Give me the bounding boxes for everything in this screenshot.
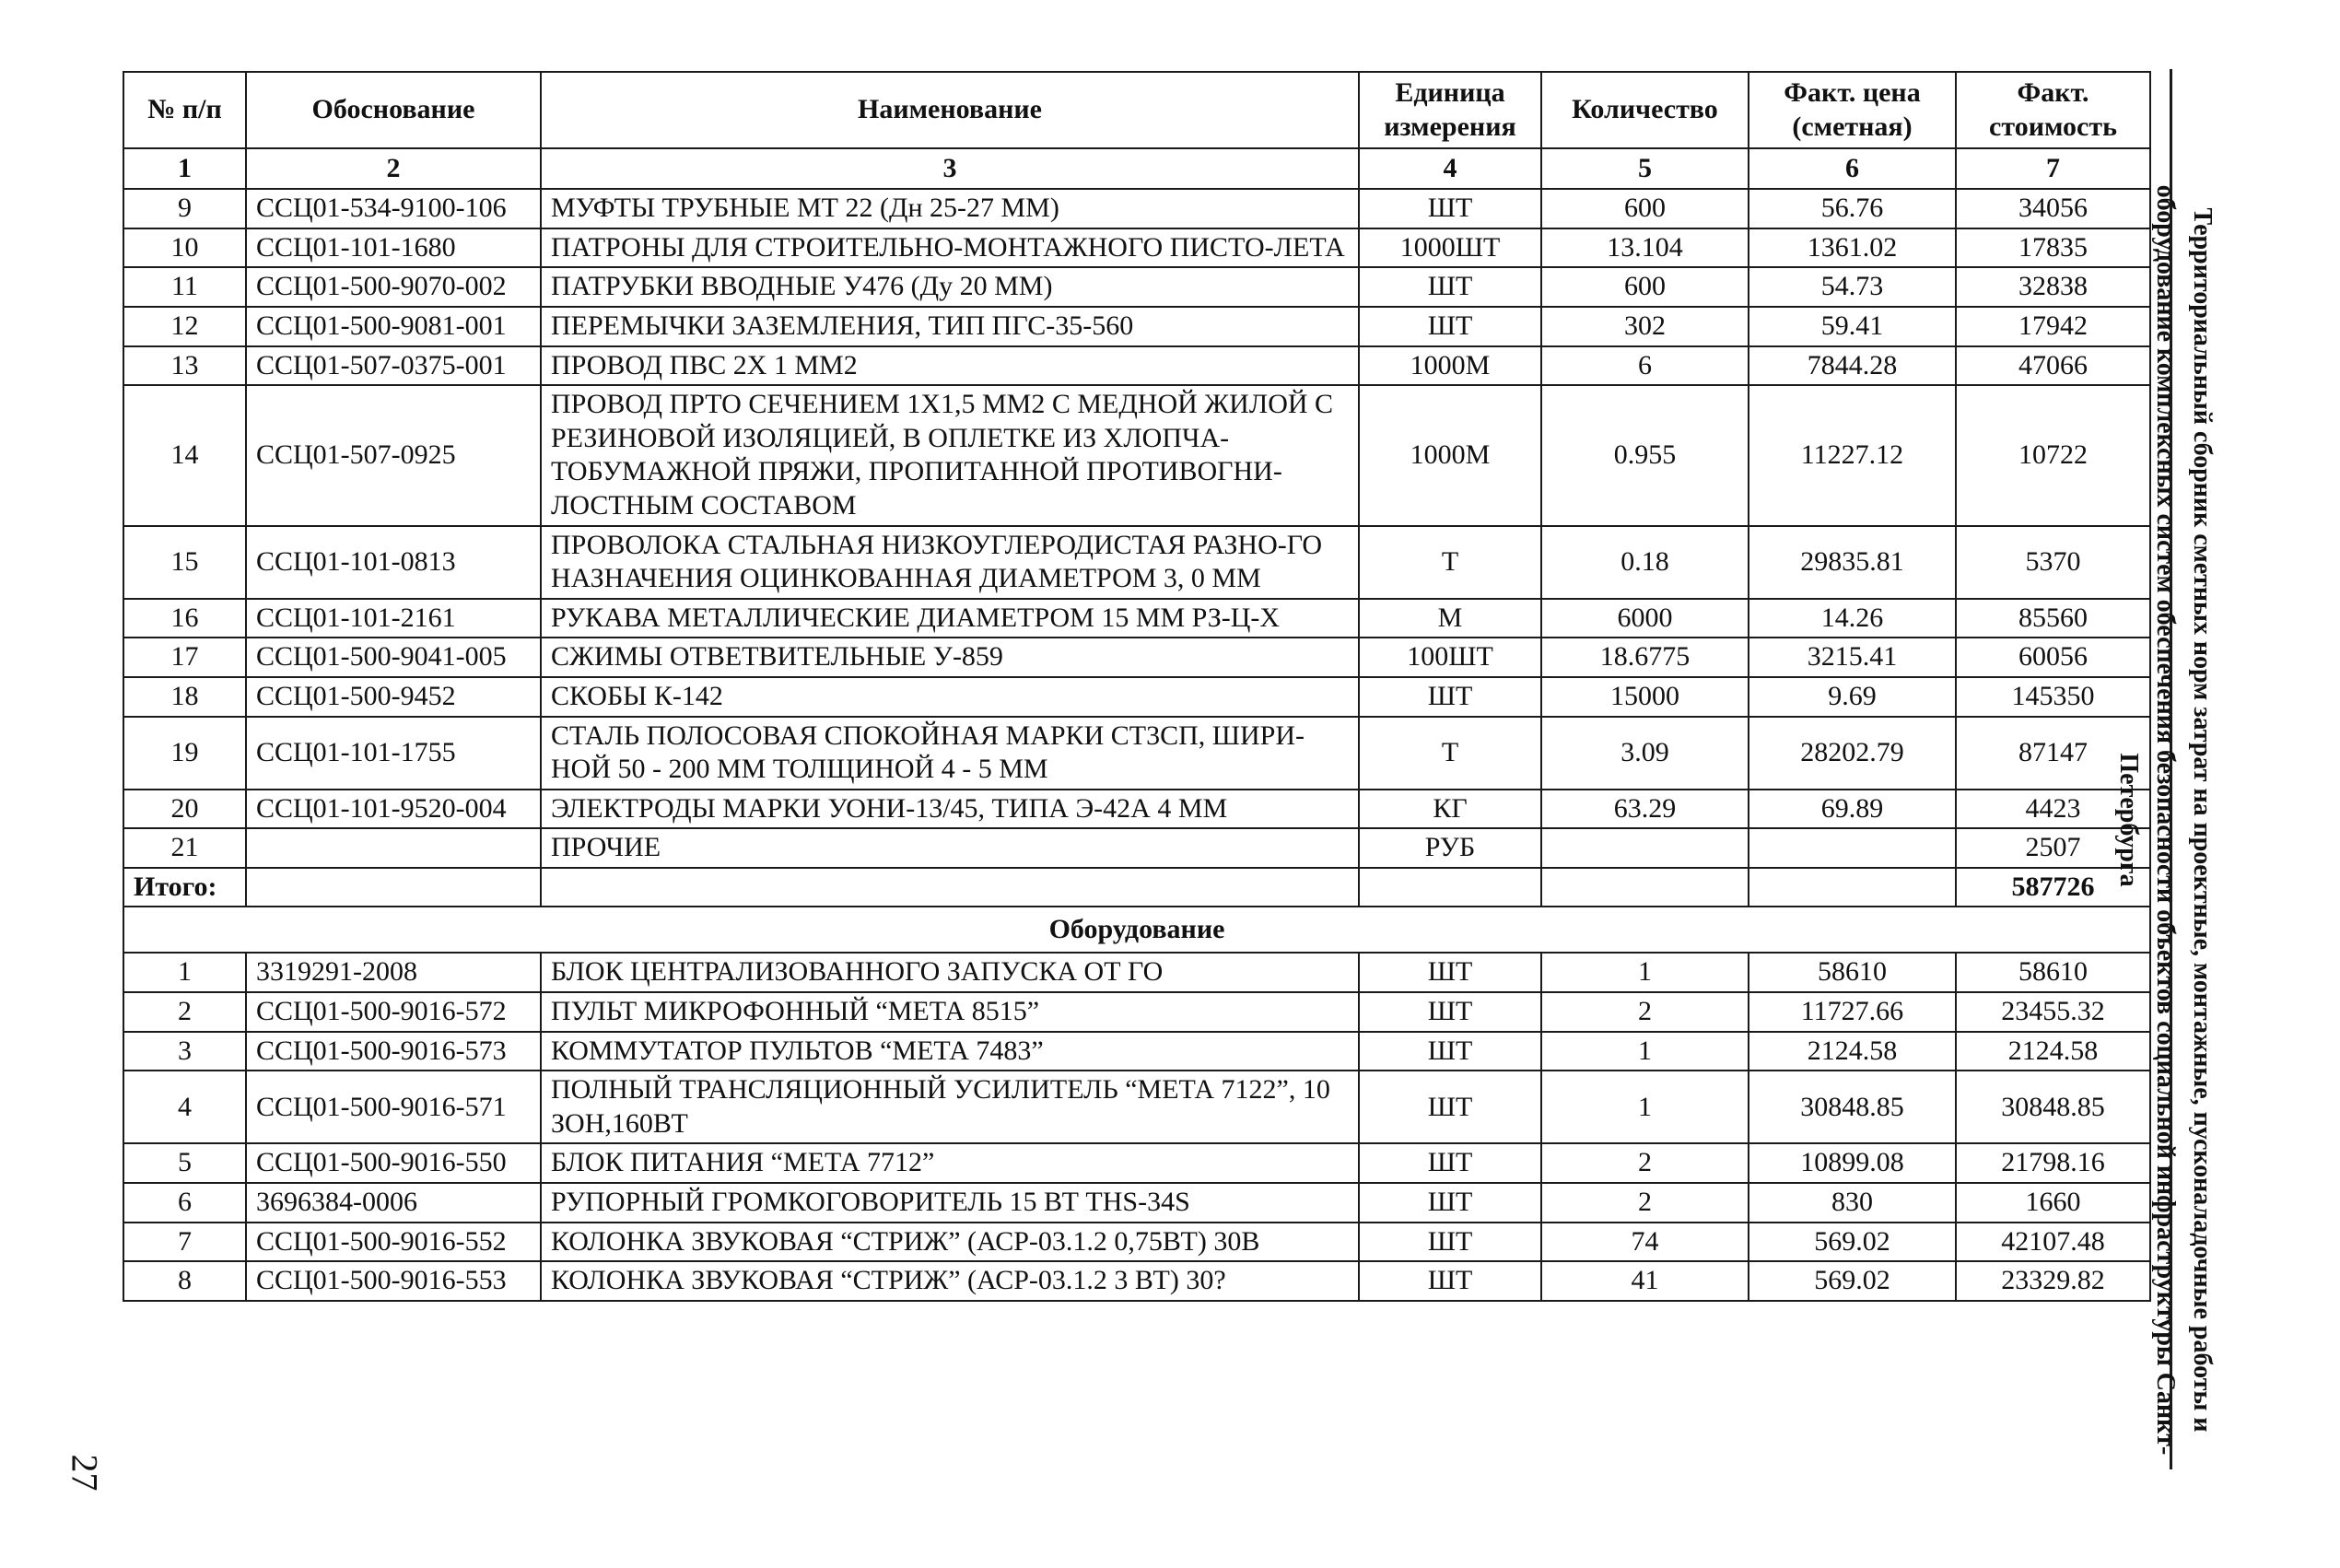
- row-quantity: 18.6775: [1541, 638, 1749, 677]
- table-row: [123, 228, 2150, 268]
- col-header-number: № п/п: [123, 72, 246, 148]
- section-title: Оборудование: [123, 907, 2150, 953]
- row-basis: 3319291-2008: [246, 953, 541, 992]
- row-name: РУКАВА МЕТАЛЛИЧЕСКИЕ ДИАМЕТРОМ 15 ММ РЗ-Ц-Х: [541, 599, 1359, 638]
- row-price: 14.26: [1749, 599, 1956, 638]
- row-number: 2: [123, 992, 246, 1032]
- row-unit: 1000ШТ: [1359, 228, 1541, 268]
- row-unit: ШТ: [1359, 307, 1541, 346]
- row-basis: ССЦ01-101-1680: [246, 228, 541, 268]
- row-number: 6: [123, 1183, 246, 1223]
- row-cost: 5370: [1956, 526, 2150, 599]
- row-name: БЛОК ПИТАНИЯ “МЕТА 7712”: [541, 1143, 1359, 1183]
- col-header-price: Факт. цена (сметная): [1749, 72, 1956, 148]
- table-row: [123, 953, 2150, 992]
- page-number: 27: [64, 1454, 106, 1492]
- row-quantity: 2: [1541, 1143, 1749, 1183]
- estimate-table: [123, 71, 2151, 1302]
- table-row: [123, 1261, 2150, 1301]
- row-cost: 58610: [1956, 953, 2150, 992]
- row-unit: Т: [1359, 717, 1541, 790]
- row-number: 4: [123, 1071, 246, 1143]
- row-quantity: 2: [1541, 992, 1749, 1032]
- row-price: 569.02: [1749, 1223, 1956, 1262]
- side-title-text: Территориальный сборник сметных норм затрат на проектные, монтажные, пусконаладочные работы и оборудование комплексных систем обеспечения безопасности объектов социальной инфраструктуры Санкт-Петербурга: [2114, 184, 2217, 1456]
- row-price: 28202.79: [1749, 717, 1956, 790]
- side-title: [2114, 166, 2257, 1474]
- row-basis: ССЦ01-500-9016-571: [246, 1071, 541, 1143]
- row-name: ПУЛЬТ МИКРОФОННЫЙ “МЕТА 8515”: [541, 992, 1359, 1032]
- row-basis: ССЦ01-500-9016-572: [246, 992, 541, 1032]
- row-cost: 23455.32: [1956, 992, 2150, 1032]
- row-unit: ШТ: [1359, 992, 1541, 1032]
- col-header-cost: Факт. стоимость: [1956, 72, 2150, 148]
- row-quantity: 63.29: [1541, 790, 1749, 829]
- row-cost: 21798.16: [1956, 1143, 2150, 1183]
- column-number: 7: [1956, 148, 2150, 189]
- row-unit: КГ: [1359, 790, 1541, 829]
- row-basis: ССЦ01-101-1755: [246, 717, 541, 790]
- row-price: 29835.81: [1749, 526, 1956, 599]
- row-cost: 1660: [1956, 1183, 2150, 1223]
- row-quantity: 74: [1541, 1223, 1749, 1262]
- row-quantity: 0.18: [1541, 526, 1749, 599]
- row-price: 11727.66: [1749, 992, 1956, 1032]
- column-number: 5: [1541, 148, 1749, 189]
- row-number: 18: [123, 677, 246, 717]
- row-unit: 1000М: [1359, 346, 1541, 386]
- row-number: 12: [123, 307, 246, 346]
- row-number: 7: [123, 1223, 246, 1262]
- total-row: [123, 868, 2150, 907]
- row-basis: ССЦ01-500-9452: [246, 677, 541, 717]
- row-price: 830: [1749, 1183, 1956, 1223]
- column-number: 1: [123, 148, 246, 189]
- empty-cell: [541, 868, 1359, 907]
- row-name: СКОБЫ К-142: [541, 677, 1359, 717]
- row-number: 17: [123, 638, 246, 677]
- column-number: 6: [1749, 148, 1956, 189]
- row-quantity: 41: [1541, 1261, 1749, 1301]
- row-basis: ССЦ01-500-9016-552: [246, 1223, 541, 1262]
- row-quantity: 1: [1541, 1032, 1749, 1071]
- row-number: 9: [123, 189, 246, 228]
- row-basis: ССЦ01-101-2161: [246, 599, 541, 638]
- row-unit: ШТ: [1359, 1183, 1541, 1223]
- row-price: 3215.41: [1749, 638, 1956, 677]
- row-quantity: 600: [1541, 267, 1749, 307]
- col-header-unit: Единица измерения: [1359, 72, 1541, 148]
- row-name: КОЛОНКА ЗВУКОВАЯ “СТРИЖ” (АСР-03.1.2 3 ВТ) 30?: [541, 1261, 1359, 1301]
- row-unit: ШТ: [1359, 1223, 1541, 1262]
- row-number: 21: [123, 828, 246, 868]
- table-row: [123, 1223, 2150, 1262]
- row-unit: 1000М: [1359, 385, 1541, 525]
- row-name: МУФТЫ ТРУБНЫЕ МТ 22 (Дн 25-27 ММ): [541, 189, 1359, 228]
- row-price: 69.89: [1749, 790, 1956, 829]
- empty-cell: [1541, 868, 1749, 907]
- table-row: [123, 267, 2150, 307]
- row-number: 11: [123, 267, 246, 307]
- row-unit: ШТ: [1359, 677, 1541, 717]
- row-unit: ШТ: [1359, 1071, 1541, 1143]
- row-quantity: 0.955: [1541, 385, 1749, 525]
- row-basis: ССЦ01-534-9100-106: [246, 189, 541, 228]
- row-unit: ШТ: [1359, 1032, 1541, 1071]
- row-name: СЖИМЫ ОТВЕТВИТЕЛЬНЫЕ У-859: [541, 638, 1359, 677]
- row-basis: ССЦ01-500-9016-550: [246, 1143, 541, 1183]
- table-row: [123, 1143, 2150, 1183]
- table-row: [123, 526, 2150, 599]
- total-label: Итого:: [123, 868, 246, 907]
- row-basis: ССЦ01-101-0813: [246, 526, 541, 599]
- row-basis: ССЦ01-507-0375-001: [246, 346, 541, 386]
- col-header-quantity: Количество: [1541, 72, 1749, 148]
- row-price: 2124.58: [1749, 1032, 1956, 1071]
- row-cost: 2507: [1956, 828, 2150, 868]
- row-number: 3: [123, 1032, 246, 1071]
- row-cost: 47066: [1956, 346, 2150, 386]
- row-cost: 42107.48: [1956, 1223, 2150, 1262]
- row-basis: ССЦ01-500-9070-002: [246, 267, 541, 307]
- section-row: [123, 907, 2150, 953]
- row-cost: 60056: [1956, 638, 2150, 677]
- row-unit: ШТ: [1359, 189, 1541, 228]
- row-basis: ССЦ01-500-9016-553: [246, 1261, 541, 1301]
- row-unit: М: [1359, 599, 1541, 638]
- row-name: ПРОЧИЕ: [541, 828, 1359, 868]
- row-quantity: 302: [1541, 307, 1749, 346]
- row-price: 11227.12: [1749, 385, 1956, 525]
- header-row: [123, 72, 2150, 148]
- row-quantity: 1: [1541, 1071, 1749, 1143]
- row-number: 20: [123, 790, 246, 829]
- row-price: 54.73: [1749, 267, 1956, 307]
- table-row: [123, 638, 2150, 677]
- row-price: 9.69: [1749, 677, 1956, 717]
- row-quantity: 2: [1541, 1183, 1749, 1223]
- table-row: [123, 717, 2150, 790]
- row-basis: 3696384-0006: [246, 1183, 541, 1223]
- table-row: [123, 599, 2150, 638]
- row-cost: 87147: [1956, 717, 2150, 790]
- table-row: [123, 992, 2150, 1032]
- row-basis: [246, 828, 541, 868]
- row-name: СТАЛЬ ПОЛОСОВАЯ СПОКОЙНАЯ МАРКИ СТ3СП, ШИРИ-НОЙ 50 - 200 ММ ТОЛЩИНОЙ 4 - 5 ММ: [541, 717, 1359, 790]
- row-number: 8: [123, 1261, 246, 1301]
- row-name: ПРОВОД ПВС 2Х 1 ММ2: [541, 346, 1359, 386]
- row-quantity: 3.09: [1541, 717, 1749, 790]
- row-price: 56.76: [1749, 189, 1956, 228]
- row-unit: Т: [1359, 526, 1541, 599]
- table-row: [123, 1071, 2150, 1143]
- row-cost: 10722: [1956, 385, 2150, 525]
- row-cost: 2124.58: [1956, 1032, 2150, 1071]
- table-row: [123, 790, 2150, 829]
- row-quantity: 6000: [1541, 599, 1749, 638]
- row-number: 10: [123, 228, 246, 268]
- table-row: [123, 1183, 2150, 1223]
- empty-cell: [1749, 868, 1956, 907]
- row-name: ПЕРЕМЫЧКИ ЗАЗЕМЛЕНИЯ, ТИП ПГС-35-560: [541, 307, 1359, 346]
- col-header-name: Наименование: [541, 72, 1359, 148]
- row-quantity: 13.104: [1541, 228, 1749, 268]
- row-name: ЭЛЕКТРОДЫ МАРКИ УОНИ-13/45, ТИПА Э-42А 4 ММ: [541, 790, 1359, 829]
- empty-cell: [1359, 868, 1541, 907]
- row-number: 15: [123, 526, 246, 599]
- row-name: КОММУТАТОР ПУЛЬТОВ “МЕТА 7483”: [541, 1032, 1359, 1071]
- column-number: 2: [246, 148, 541, 189]
- table-row: [123, 828, 2150, 868]
- row-basis: ССЦ01-500-9081-001: [246, 307, 541, 346]
- row-quantity: 600: [1541, 189, 1749, 228]
- row-cost: 23329.82: [1956, 1261, 2150, 1301]
- column-number: 3: [541, 148, 1359, 189]
- row-cost: 17835: [1956, 228, 2150, 268]
- total-value: 587726: [1956, 868, 2150, 907]
- row-unit: 100ШТ: [1359, 638, 1541, 677]
- row-cost: 17942: [1956, 307, 2150, 346]
- row-cost: 30848.85: [1956, 1071, 2150, 1143]
- table-row: [123, 346, 2150, 386]
- row-name: ПОЛНЫЙ ТРАНСЛЯЦИОННЫЙ УСИЛИТЕЛЬ “МЕТА 7122”, 10 ЗОН,160ВТ: [541, 1071, 1359, 1143]
- table-row: [123, 1032, 2150, 1071]
- row-number: 19: [123, 717, 246, 790]
- empty-cell: [246, 868, 541, 907]
- row-cost: 85560: [1956, 599, 2150, 638]
- row-cost: 145350: [1956, 677, 2150, 717]
- table-body: [123, 148, 2150, 1301]
- row-price: 30848.85: [1749, 1071, 1956, 1143]
- row-price: 7844.28: [1749, 346, 1956, 386]
- row-quantity: [1541, 828, 1749, 868]
- table-row: [123, 307, 2150, 346]
- row-number: 1: [123, 953, 246, 992]
- row-price: [1749, 828, 1956, 868]
- table-row: [123, 385, 2150, 525]
- row-name: ПАТРУБКИ ВВОДНЫЕ У476 (Ду 20 ММ): [541, 267, 1359, 307]
- row-name: БЛОК ЦЕНТРАЛИЗОВАННОГО ЗАПУСКА ОТ ГО: [541, 953, 1359, 992]
- row-unit: ШТ: [1359, 953, 1541, 992]
- row-quantity: 15000: [1541, 677, 1749, 717]
- row-name: РУПОРНЫЙ ГРОМКОГОВОРИТЕЛЬ 15 ВТ THS-34S: [541, 1183, 1359, 1223]
- row-number: 13: [123, 346, 246, 386]
- row-name: ПАТРОНЫ ДЛЯ СТРОИТЕЛЬНО-МОНТАЖНОГО ПИСТО-ЛЕТА: [541, 228, 1359, 268]
- row-number: 16: [123, 599, 246, 638]
- row-number: 5: [123, 1143, 246, 1183]
- row-unit: РУБ: [1359, 828, 1541, 868]
- table-row: [123, 677, 2150, 717]
- row-basis: ССЦ01-500-9016-573: [246, 1032, 541, 1071]
- row-unit: ШТ: [1359, 267, 1541, 307]
- row-name: ПРОВОЛОКА СТАЛЬНАЯ НИЗКОУГЛЕРОДИСТАЯ РАЗНО-ГО НАЗНАЧЕНИЯ ОЦИНКОВАННАЯ ДИАМЕТРОМ 3, 0 ММ: [541, 526, 1359, 599]
- row-basis: ССЦ01-101-9520-004: [246, 790, 541, 829]
- row-cost: 32838: [1956, 267, 2150, 307]
- row-number: 14: [123, 385, 246, 525]
- row-cost: 4423: [1956, 790, 2150, 829]
- row-price: 1361.02: [1749, 228, 1956, 268]
- table-row: [123, 189, 2150, 228]
- row-name: ПРОВОД ПРТО СЕЧЕНИЕМ 1Х1,5 ММ2 С МЕДНОЙ ЖИЛОЙ С РЕЗИНОВОЙ ИЗОЛЯЦИЕЙ, В ОПЛЕТКЕ ИЗ ХЛОПЧА-ТОБУМАЖНОЙ ПРЯЖИ, ПРОПИТАННОЙ ПРОТИВОГНИ-ЛОСТНЫМ СОСТАВОМ: [541, 385, 1359, 525]
- row-price: 58610: [1749, 953, 1956, 992]
- row-unit: ШТ: [1359, 1143, 1541, 1183]
- row-name: КОЛОНКА ЗВУКОВАЯ “СТРИЖ” (АСР-03.1.2 0,75ВТ) 30В: [541, 1223, 1359, 1262]
- row-basis: ССЦ01-500-9041-005: [246, 638, 541, 677]
- col-header-basis: Обоснование: [246, 72, 541, 148]
- row-basis: ССЦ01-507-0925: [246, 385, 541, 525]
- row-quantity: 1: [1541, 953, 1749, 992]
- row-cost: 34056: [1956, 189, 2150, 228]
- row-price: 10899.08: [1749, 1143, 1956, 1183]
- column-number: 4: [1359, 148, 1541, 189]
- row-price: 569.02: [1749, 1261, 1956, 1301]
- column-number-row: [123, 148, 2150, 189]
- row-price: 59.41: [1749, 307, 1956, 346]
- row-unit: ШТ: [1359, 1261, 1541, 1301]
- row-quantity: 6: [1541, 346, 1749, 386]
